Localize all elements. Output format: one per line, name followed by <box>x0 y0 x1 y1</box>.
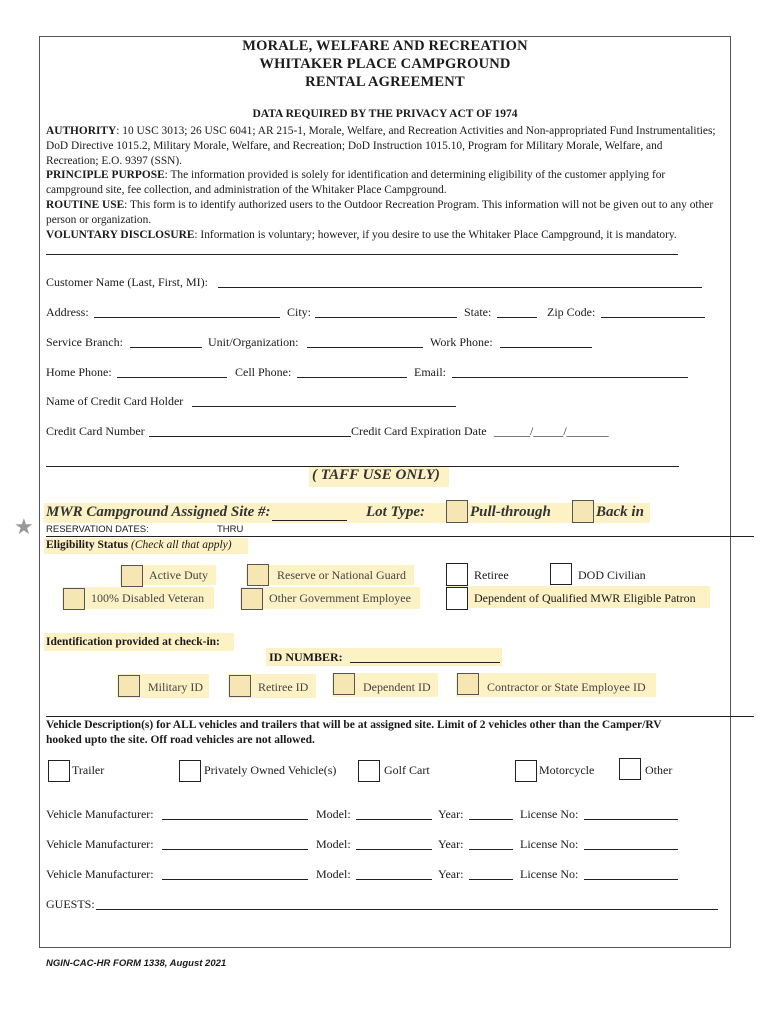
home-phone-label: Home Phone: <box>46 365 112 379</box>
vehicle-license-label: License No: <box>520 837 579 851</box>
retiree-id-label: Retiree ID <box>258 680 309 694</box>
city-label: City: <box>287 305 312 319</box>
back-in-label: Back in <box>596 504 644 520</box>
retiree-checkbox[interactable] <box>446 563 468 586</box>
contractor-id-label: Contractor or State Employee ID <box>487 680 646 694</box>
reservation-line <box>46 536 754 537</box>
other-gov-employee-checkbox[interactable] <box>241 588 263 610</box>
trailer-label: Trailer <box>72 763 105 777</box>
active-duty-checkbox[interactable] <box>121 565 143 587</box>
dependent-patron-checkbox[interactable] <box>446 587 468 610</box>
privacy-voluntary: VOLUNTARY DISCLOSURE: Information is voluntary; however, if you desire to use the Whitaker Place Campground, it is mandatory. <box>46 229 677 241</box>
service-branch-label: Service Branch: <box>46 335 123 349</box>
privacy-underline <box>46 254 678 255</box>
lot-type-label: Lot Type: <box>366 504 425 520</box>
reserve-guard-checkbox[interactable] <box>247 564 269 586</box>
motorcycle-label: Motorcycle <box>539 763 595 777</box>
vehicle-manufacturer-label: Vehicle Manufacturer: <box>46 807 154 821</box>
vehicle-year-label: Year: <box>438 807 464 821</box>
privacy-purpose: PRINCIPLE PURPOSE: The information provided is solely for identification and determining eligibility of the customer applying for campground site, fee collection, and administration of the Whitaker Place Campground. <box>46 169 666 196</box>
vehicle-year-label: Year: <box>438 867 464 881</box>
star-icon: ★ <box>14 515 34 540</box>
dod-civilian-checkbox[interactable] <box>550 563 572 585</box>
cc-exp-label: Credit Card Expiration Date <box>351 424 487 438</box>
vehicle-license-field[interactable] <box>584 819 678 820</box>
form-id-footer: NGIN-CAC-HR FORM 1338, August 2021 <box>46 958 227 969</box>
contractor-id-checkbox[interactable] <box>457 673 479 695</box>
vehicle-manufacturer-field[interactable] <box>162 849 308 850</box>
privacy-authority: AUTHORITY: 10 USC 3013; 26 USC 6041; AR 215-1, Morale, Welfare, and Recreation Activities and Non-appropriated Fund Instrumentalities; DoD Directive 1015.2, Military Morale, Welfare, and Recreation; DoD Instruction 1015.10, Program for Military Morale, Welfare, and Recreation; E.O. 9397 (SSN). <box>46 125 716 167</box>
pov-label: Privately Owned Vehicle(s) <box>204 763 337 777</box>
reservation-dates-label: RESERVATION DATES: <box>46 524 149 535</box>
dependent-patron-label: Dependent of Qualified MWR Eligible Patron <box>474 591 696 605</box>
state-field[interactable] <box>497 317 537 318</box>
work-phone-label: Work Phone: <box>430 335 493 349</box>
guests-field[interactable] <box>96 909 718 910</box>
address-label: Address: <box>46 305 89 319</box>
back-in-checkbox[interactable] <box>572 500 594 523</box>
zip-label: Zip Code: <box>547 305 596 319</box>
vehicle-model-label: Model: <box>316 837 351 851</box>
email-label: Email: <box>414 365 446 379</box>
dependent-id-label: Dependent ID <box>363 680 431 694</box>
military-id-label: Military ID <box>148 680 203 694</box>
other-vehicle-checkbox[interactable] <box>619 758 641 780</box>
disabled-veteran-checkbox[interactable] <box>63 588 85 610</box>
other-vehicle-label: Other <box>645 763 673 777</box>
vehicle-license-label: License No: <box>520 807 579 821</box>
cell-phone-field[interactable] <box>297 377 407 378</box>
vehicle-license-field[interactable] <box>584 879 678 880</box>
dod-civilian-label: DOD Civilian <box>578 568 646 582</box>
form-title-line2: WHITAKER PLACE CAMPGROUND <box>259 56 511 72</box>
trailer-checkbox[interactable] <box>48 760 70 782</box>
form-title-line3: RENTAL AGREEMENT <box>305 74 465 90</box>
vehicle-year-field[interactable] <box>469 819 513 820</box>
cc-number-label: Credit Card Number <box>46 424 145 438</box>
work-phone-field[interactable] <box>500 347 592 348</box>
vehicle-model-field[interactable] <box>356 879 432 880</box>
email-field[interactable] <box>452 377 688 378</box>
vehicle-manufacturer-field[interactable] <box>162 819 308 820</box>
unit-label: Unit/Organization: <box>208 335 299 349</box>
unit-field[interactable] <box>307 347 423 348</box>
city-field[interactable] <box>315 317 457 318</box>
pull-through-label: Pull-through <box>470 504 551 520</box>
cell-phone-label: Cell Phone: <box>235 365 292 379</box>
vehicle-manufacturer-label: Vehicle Manufacturer: <box>46 837 154 851</box>
disabled-veteran-label: 100% Disabled Veteran <box>91 591 205 605</box>
service-branch-field[interactable] <box>130 347 202 348</box>
vehicle-section-divider <box>46 716 754 717</box>
vehicle-manufacturer-field[interactable] <box>162 879 308 880</box>
cc-number-field[interactable] <box>149 436 351 437</box>
staff-use-heading: ( TAFF USE ONLY) <box>312 467 440 483</box>
vehicle-model-field[interactable] <box>356 849 432 850</box>
vehicle-description: Vehicle Description(s) for ALL vehicles and trailers that will be at assigned site. Limit of 2 vehicles other than the Camper/RV hooked upto the site. Off road vehicles are not allowed. <box>46 719 662 746</box>
privacy-act-title: DATA REQUIRED BY THE PRIVACY ACT OF 1974 <box>252 108 518 120</box>
vehicle-license-label: License No: <box>520 867 579 881</box>
eligibility-heading: Eligibility Status (Check all that apply) <box>46 539 232 551</box>
home-phone-field[interactable] <box>117 377 227 378</box>
vehicle-model-label: Model: <box>316 867 351 881</box>
vehicle-year-field[interactable] <box>469 849 513 850</box>
other-gov-employee-label: Other Government Employee <box>269 591 411 605</box>
id-number-label: ID NUMBER: <box>269 650 343 664</box>
active-duty-label: Active Duty <box>149 568 208 582</box>
pov-checkbox[interactable] <box>179 760 201 782</box>
assigned-site-field[interactable] <box>272 520 347 521</box>
customer-name-field[interactable] <box>218 287 702 288</box>
cc-holder-label: Name of Credit Card Holder <box>46 394 184 408</box>
vehicle-license-field[interactable] <box>584 849 678 850</box>
retiree-id-checkbox[interactable] <box>229 675 251 697</box>
customer-name-label: Customer Name (Last, First, MI): <box>46 275 208 289</box>
military-id-checkbox[interactable] <box>118 675 140 697</box>
assigned-site-label: MWR Campground Assigned Site #: <box>46 504 271 520</box>
cc-holder-field[interactable] <box>192 406 456 407</box>
privacy-routine-use: ROUTINE USE: This form is to identify authorized users to the Outdoor Recreation Program. This information will not be given out to any other person or organization. <box>46 199 714 226</box>
vehicle-model-field[interactable] <box>356 819 432 820</box>
golf-cart-checkbox[interactable] <box>358 760 380 782</box>
reserve-guard-label: Reserve or National Guard <box>277 568 406 582</box>
vehicle-year-label: Year: <box>438 837 464 851</box>
state-label: State: <box>464 305 492 319</box>
golf-cart-label: Golf Cart <box>384 763 430 777</box>
vehicle-model-label: Model: <box>316 807 351 821</box>
cc-exp-field[interactable]: ______/_____/_______ <box>494 424 609 438</box>
zip-field[interactable] <box>601 317 705 318</box>
motorcycle-checkbox[interactable] <box>515 760 537 782</box>
address-field[interactable] <box>94 317 280 318</box>
vehicle-year-field[interactable] <box>469 879 513 880</box>
thru-label: THRU <box>217 524 244 535</box>
vehicle-manufacturer-label: Vehicle Manufacturer: <box>46 867 154 881</box>
retiree-label: Retiree <box>474 568 509 582</box>
dependent-id-checkbox[interactable] <box>333 673 355 695</box>
guests-label: GUESTS: <box>46 897 95 911</box>
id-number-field[interactable] <box>350 662 500 663</box>
pull-through-checkbox[interactable] <box>446 500 468 523</box>
form-title-line1: MORALE, WELFARE AND RECREATION <box>242 38 528 54</box>
id-provided-label: Identification provided at check-in: <box>46 636 220 648</box>
